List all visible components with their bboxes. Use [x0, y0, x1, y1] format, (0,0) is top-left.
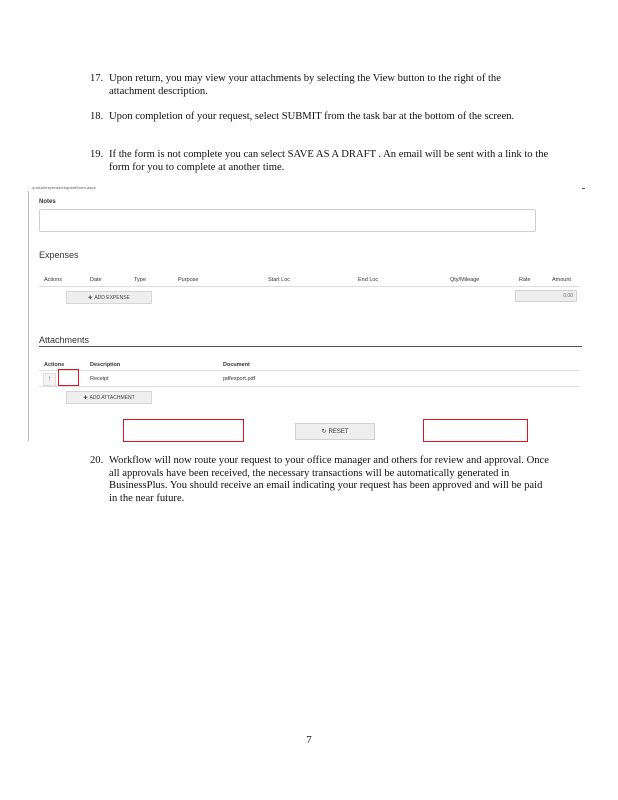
attachments-title: Attachments	[39, 335, 90, 345]
col-amount: Amount	[552, 277, 571, 283]
col-type: Type	[134, 277, 146, 283]
col-rate: Rate	[519, 277, 531, 283]
amount-total: 0.00	[515, 290, 577, 302]
plus-icon: ✚	[88, 294, 93, 301]
section-divider	[39, 346, 582, 347]
add-attachment-label: ADD ATTACHMENT	[89, 394, 135, 401]
highlight-save-draft-button[interactable]	[423, 419, 528, 442]
reset-label: RESET	[328, 428, 349, 435]
col-date: Date	[90, 277, 102, 283]
col-start-loc: Start Loc	[268, 277, 291, 283]
page-number: 7	[306, 734, 312, 746]
step-text: Upon return, you may view your attachments by selecting the View button to the right of the attachment description.	[109, 73, 501, 97]
window-minimize-icon	[582, 188, 585, 189]
col-qty-mileage: Qty/Mileage	[450, 277, 480, 283]
step-number: 17.	[90, 73, 104, 84]
col-description: Description	[90, 362, 121, 368]
col-purpose: Purpose	[178, 277, 199, 283]
step-text: Workflow will now route your request to your office manager and others for review and approval. Once all approvals have been received, the necessary transactions will be automatically generated in BusinessPlus. You should receive an email indicating your request has been approved and will be paid in the near future.	[109, 455, 549, 504]
col-document: Document	[223, 362, 250, 368]
add-expense-button[interactable]	[66, 291, 152, 304]
reset-button[interactable]	[295, 423, 375, 440]
add-expense-label: ADD EXPENSE	[94, 294, 130, 301]
refresh-icon: ↻	[321, 429, 327, 435]
table-divider	[39, 370, 580, 371]
table-divider	[39, 386, 580, 387]
col-actions: Actions	[44, 277, 63, 283]
expenses-title: Expenses	[39, 250, 79, 260]
notes-input[interactable]	[39, 209, 536, 232]
table-divider	[39, 286, 580, 287]
plus-icon: ✚	[83, 394, 88, 401]
step-text: If the form is not complete you can select SAVE AS A DRAFT . An email will be sent with a link to the form for you to complete at another time.	[109, 149, 549, 173]
step-text: Upon completion of your request, select SUBMIT from the task bar at the bottom of the screen.	[109, 111, 515, 122]
col-end-loc: End Loc	[358, 277, 379, 283]
frame-border	[28, 191, 29, 441]
attachment-document[interactable]: pdfexport.pdf	[223, 376, 256, 382]
step-number: 19.	[90, 149, 104, 160]
notes-label: Notes	[39, 199, 56, 205]
embedded-screenshot	[28, 187, 588, 443]
attachment-description: Receipt	[90, 376, 109, 382]
step-number: 18.	[90, 111, 104, 122]
step-number: 20.	[90, 455, 104, 466]
highlight-submit-button[interactable]	[123, 419, 244, 442]
browser-url: …/portal/expense/request/form.aspx	[28, 185, 96, 190]
move-up-icon[interactable]: ↑	[43, 373, 56, 386]
add-attachment-button[interactable]	[66, 391, 152, 404]
col-actions: Actions	[44, 362, 65, 368]
highlight-view-button[interactable]	[58, 369, 79, 386]
